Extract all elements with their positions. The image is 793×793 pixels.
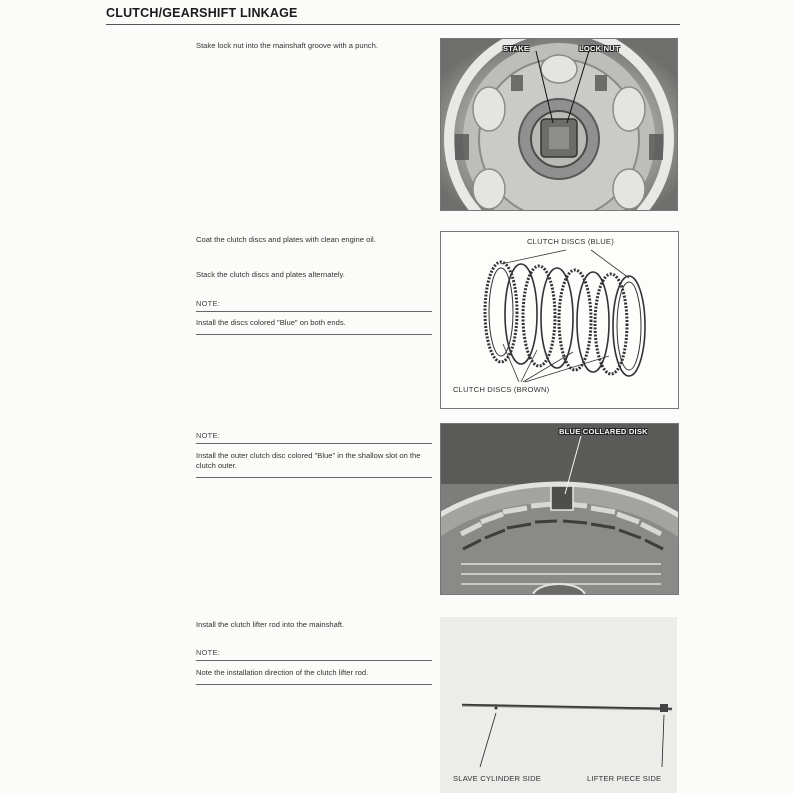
note-text-outer-disc: Install the outer clutch disc colored "Blue" in the shallow slot on the clutch outer. xyxy=(196,451,421,470)
lifter-piece-side-label: LIFTER PIECE SIDE xyxy=(587,774,662,783)
lifter-rod-photo xyxy=(440,617,677,793)
note-top-rule xyxy=(196,443,432,444)
note-top-rule xyxy=(196,311,432,312)
note-text-lifter-rod: Note the installation direction of the clutch lifter rod. xyxy=(196,668,369,677)
stake-callout: STAKE xyxy=(503,44,530,53)
note-bottom-rule xyxy=(196,477,432,478)
note-bottom-rule xyxy=(196,684,432,685)
clutch-discs-diagram xyxy=(440,231,679,409)
lock-nut-photo xyxy=(440,38,678,211)
clutch-discs-brown-label: CLUTCH DISCS (BROWN) xyxy=(453,385,550,394)
header-divider xyxy=(106,24,680,25)
lock-nut-callout: LOCK NUT xyxy=(579,44,620,53)
clutch-outer-photo xyxy=(440,423,679,595)
stake-instruction-text: Stake lock nut into the mainshaft groove with a punch. xyxy=(196,41,378,50)
lifter-rod-instruction-text: Install the clutch lifter rod into the mainshaft. xyxy=(196,620,345,629)
slave-cylinder-side-label: SLAVE CYLINDER SIDE xyxy=(453,774,542,783)
page-title: CLUTCH/GEARSHIFT LINKAGE xyxy=(106,6,298,20)
note-label: NOTE: xyxy=(196,431,221,440)
blue-collared-disk-callout: BLUE COLLARED DISK xyxy=(559,427,648,436)
note-label: NOTE: xyxy=(196,648,221,657)
coat-discs-text: Coat the clutch discs and plates with clean engine oil. xyxy=(196,235,376,244)
note-bottom-rule xyxy=(196,334,432,335)
note-label: NOTE: xyxy=(196,299,221,308)
clutch-discs-blue-label: CLUTCH DISCS (BLUE) xyxy=(527,237,614,246)
note-text-blue-discs: Install the discs colored "Blue" on both ends. xyxy=(196,318,346,327)
note-top-rule xyxy=(196,660,432,661)
stack-discs-text: Stack the clutch discs and plates alternately. xyxy=(196,270,345,279)
